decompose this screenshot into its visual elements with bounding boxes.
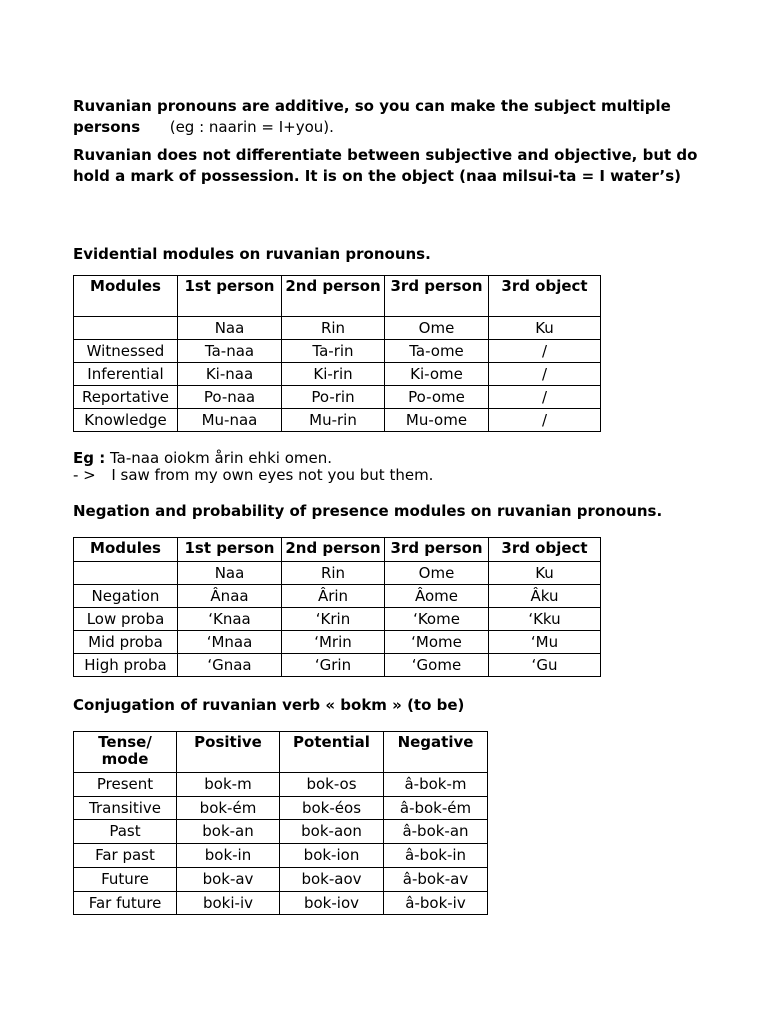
table-cell: Ki-naa (178, 363, 282, 386)
table-cell: Mu-rin (282, 409, 385, 432)
table-cell: Witnessed (74, 340, 178, 363)
table-cell: Far future (74, 891, 177, 915)
intro-paragraph-2: Ruvanian does not differentiate between subjective and objective, but do hold a mark of possession. It is on the object (naa milsui-ta = I water’s) (73, 146, 698, 185)
table-cell: / (489, 363, 601, 386)
table-cell: / (489, 409, 601, 432)
section-1-heading: Evidential modules on ruvanian pronouns. (73, 245, 431, 263)
example-label: Eg : (73, 449, 106, 467)
table-cell: â-bok-ém (384, 796, 488, 820)
table-cell: Naa (178, 317, 282, 340)
section-2-heading: Negation and probability of presence modules on ruvanian pronouns. (73, 502, 663, 520)
table-cell: ‘Mrin (282, 631, 385, 654)
intro-paragraph-1-bold: Ruvanian pronouns are additive, so you can make the subject multiple persons (73, 97, 671, 136)
table-cell: Far past (74, 844, 177, 868)
table-cell: Ku (489, 562, 601, 585)
table-cell: Rin (282, 562, 385, 585)
table-cell: ‘Mu (489, 631, 601, 654)
intro-paragraph-1-example: (eg : naarin = I+you). (169, 117, 334, 136)
table-cell: ‘Gu (489, 654, 601, 677)
table-cell: Âome (385, 585, 489, 608)
table-row (74, 867, 488, 891)
table-cell: bok-in (177, 844, 280, 868)
table-row (74, 608, 601, 631)
table-cell: Ârin (282, 585, 385, 608)
column-header: Negative (384, 732, 488, 773)
table-cell: Mu-naa (178, 409, 282, 432)
table-row (74, 363, 601, 386)
column-header: Modules (74, 276, 178, 317)
table-cell: Ki-ome (385, 363, 489, 386)
column-header: 3rd object (489, 276, 601, 317)
table-row (74, 317, 601, 340)
table-cell: Ta-naa (178, 340, 282, 363)
table-cell: Ome (385, 317, 489, 340)
column-header: 1st person (178, 276, 282, 317)
verb-conjugation-table (73, 731, 488, 915)
example-block (73, 450, 703, 484)
table-cell: ‘Grin (282, 654, 385, 677)
table-row (74, 340, 601, 363)
table-row (74, 409, 601, 432)
table-cell: â-bok-m (384, 773, 488, 797)
example-translation: I saw from my own eyes not you but them. (111, 466, 434, 484)
table-cell: / (489, 340, 601, 363)
table-row (74, 844, 488, 868)
table-cell: â-bok-iv (384, 891, 488, 915)
table-header-row (74, 732, 488, 773)
table-cell: bok-éos (280, 796, 384, 820)
table-cell: Rin (282, 317, 385, 340)
table-cell: Negation (74, 585, 178, 608)
column-header: 3rd object (489, 538, 601, 562)
table-cell: ‘Mnaa (178, 631, 282, 654)
table-cell: Po-naa (178, 386, 282, 409)
column-header: 3rd person (385, 538, 489, 562)
table-cell: Po-rin (282, 386, 385, 409)
table-cell: ‘Gnaa (178, 654, 282, 677)
table-row (74, 773, 488, 797)
table-cell: bok-ém (177, 796, 280, 820)
table-cell: Ta-rin (282, 340, 385, 363)
table-cell: ‘Krin (282, 608, 385, 631)
table-cell: Future (74, 867, 177, 891)
table-cell: boki-iv (177, 891, 280, 915)
negation-probability-table (73, 537, 601, 677)
table-cell: ‘Kome (385, 608, 489, 631)
table-cell: Low proba (74, 608, 178, 631)
table-cell: Po-ome (385, 386, 489, 409)
table-cell: Mid proba (74, 631, 178, 654)
table-cell: Ki-rin (282, 363, 385, 386)
table-cell (74, 317, 178, 340)
table-cell: bok-av (177, 867, 280, 891)
table-cell: bok-ion (280, 844, 384, 868)
table-cell: Ta-ome (385, 340, 489, 363)
table-cell: bok-iov (280, 891, 384, 915)
table-row (74, 585, 601, 608)
table-cell (74, 562, 178, 585)
table-row (74, 796, 488, 820)
table-cell: â-bok-in (384, 844, 488, 868)
table-row (74, 562, 601, 585)
table-row (74, 891, 488, 915)
example-sentence: Ta-naa oiokm årin ehki omen. (110, 449, 332, 467)
column-header: Modules (74, 538, 178, 562)
table-cell: Ome (385, 562, 489, 585)
table-cell: bok-aon (280, 820, 384, 844)
table-cell: â-bok-an (384, 820, 488, 844)
table-row (74, 386, 601, 409)
example-arrow: - > (73, 466, 96, 484)
column-header: Potential (280, 732, 384, 773)
column-header: 2nd person (282, 276, 385, 317)
table-header-row (74, 276, 601, 317)
column-header: Tense/ mode (74, 732, 177, 773)
table-cell: Âku (489, 585, 601, 608)
table-cell: ‘Gome (385, 654, 489, 677)
table-cell: Present (74, 773, 177, 797)
table-cell: Knowledge (74, 409, 178, 432)
table-cell: ‘Knaa (178, 608, 282, 631)
table-cell: bok-aov (280, 867, 384, 891)
table-cell: â-bok-av (384, 867, 488, 891)
table-cell: Ku (489, 317, 601, 340)
section-3-heading: Conjugation of ruvanian verb « bokm » (to be) (73, 696, 465, 714)
table-row (74, 631, 601, 654)
intro-paragraph-1 (73, 96, 703, 137)
table-row (74, 654, 601, 677)
table-cell: Transitive (74, 796, 177, 820)
table-cell: Reportative (74, 386, 178, 409)
table-cell: Ânaa (178, 585, 282, 608)
table-cell: Inferential (74, 363, 178, 386)
table-cell: Past (74, 820, 177, 844)
table-header-row (74, 538, 601, 562)
table-cell: bok-an (177, 820, 280, 844)
column-header: 2nd person (282, 538, 385, 562)
column-header: Positive (177, 732, 280, 773)
table-cell: bok-os (280, 773, 384, 797)
table-cell: ‘Kku (489, 608, 601, 631)
evidential-modules-table (73, 275, 601, 432)
column-header: 1st person (178, 538, 282, 562)
table-cell: Mu-ome (385, 409, 489, 432)
table-cell: Naa (178, 562, 282, 585)
table-row (74, 820, 488, 844)
table-cell: bok-m (177, 773, 280, 797)
table-cell: ‘Mome (385, 631, 489, 654)
table-cell: / (489, 386, 601, 409)
column-header: 3rd person (385, 276, 489, 317)
table-cell: High proba (74, 654, 178, 677)
